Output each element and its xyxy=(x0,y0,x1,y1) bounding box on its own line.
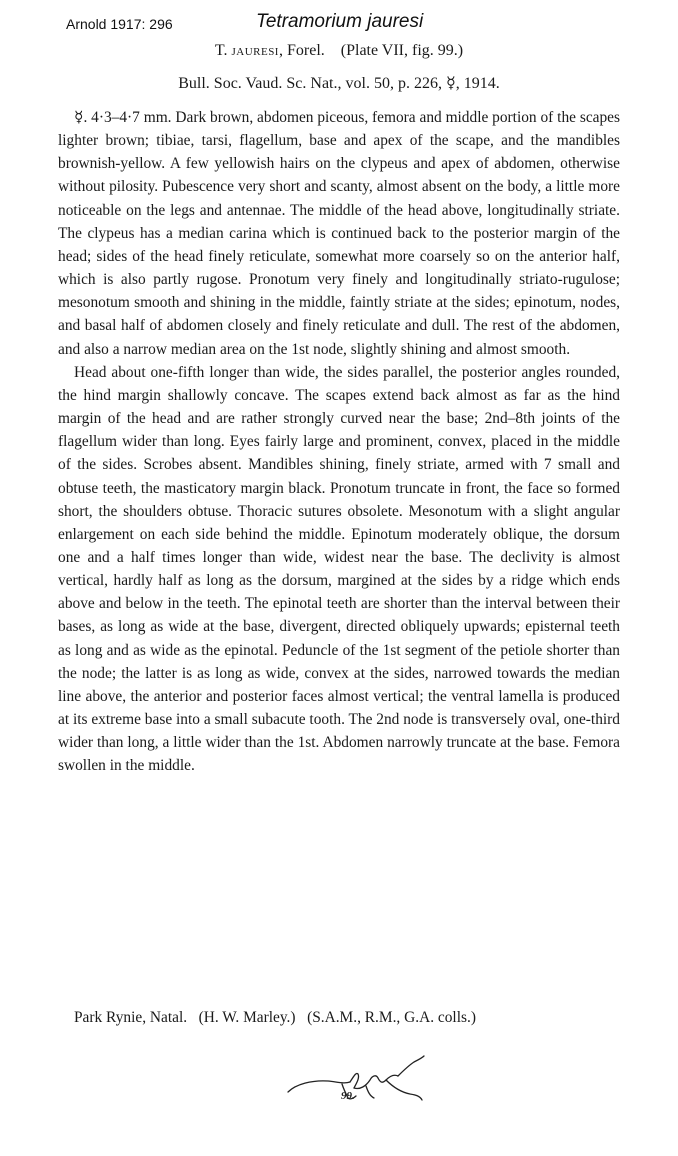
author: , Forel. xyxy=(278,42,325,59)
citation-label: Arnold 1917: 296 xyxy=(66,16,173,32)
locality-collector: (H. W. Marley.) xyxy=(198,1009,296,1026)
bulletin-reference: Bull. Soc. Vaud. Sc. Nat., vol. 50, p. 226, ☿, 1914. xyxy=(178,75,500,92)
species-title: Tetramorium jauresi xyxy=(256,11,424,32)
description-paragraph-1: ☿. 4·3–4·7 mm. Dark brown, abdomen piceous, femora and middle portion of the scapes lighter brown; tibiae, tarsi, flagellum, base and apex of the scape, and the mandibles brownish-yellow. A few yellowish hairs on the clypeus and apex of abdomen, otherwise without pilosity. Pubescence very short and scanty, almost absent on the body, a little more noticeable on the legs and antennae. The middle of the head above, longitudinally striate. The clypeus has a median carina which is continued back to the posterior margin of the head; sides of the head finely reticulate, somewhat more coarsely so on the anterior half, which is also partly rugose. Pronotum very finely and longitudinally striato-rugulose; mesonotum smooth and shining in the middle, faintly striate at the sides; epinotum, nodes, and basal half of abdomen closely and finely reticulate and dull. The rest of the abdomen, and also a narrow median area on the 1st node, slightly shining and almost smooth. xyxy=(58,109,620,358)
genus-abbrev: T. xyxy=(214,42,228,59)
taxon-heading xyxy=(0,42,678,60)
description-paragraph-2: Head about one-fifth longer than wide, the sides parallel, the posterior angles rounded, the hind margin shallowly concave. The scapes extend back almost as far as the hind margin of the head and are rather strongly curved near the base; 2nd–8th joints of the flagellum wider than long. Eyes fairly large and prominent, convex, placed in the middle of the sides. Scrobes absent. Mandibles shining, finely striate, armed with 7 small and obtuse teeth, the masticatory margin black. Pronotum truncate in front, the face so formed short, the shoulders obtuse. Thoracic sutures obsolete. Mesonotum with a slight angular enlargement on each side behind the middle. Epinotum moderately oblique, the dorsum one and a half times longer than wide, widest near the base. The declivity is almost vertical, hardly half as long as the dorsum, margined at the sides by a ridge which ends above and below in the teeth. The epinotal teeth are shorter than the interval between their bases, as long as wide at the base, divergent, directed obliquely upwards; episternal teeth as long and as wide as the epinotal. Peduncle of the 1st segment of the petiole shorter than the node; the latter is as long as wide, convex at the sides, narrowed towards the median line above, the anterior and posterior faces almost vertical; the ventral lamella is produced at its extreme base into a small subacute tooth. The 2nd node is transversely oval, one-third wider than long, a little wider than the 1st. Abdomen narrowly truncate at the base. Femora swollen in the middle. xyxy=(58,363,620,775)
description xyxy=(58,106,620,778)
figure-number: 99. xyxy=(341,1090,355,1102)
plate-reference: (Plate VII, fig. 99.) xyxy=(340,42,464,59)
locality-place: Park Rynie, Natal. xyxy=(74,1009,188,1026)
antenna-figure xyxy=(282,1018,432,1130)
locality-collections: (S.A.M., R.M., G.A. colls.) xyxy=(307,1009,476,1026)
species-name: jauresi xyxy=(231,42,279,59)
